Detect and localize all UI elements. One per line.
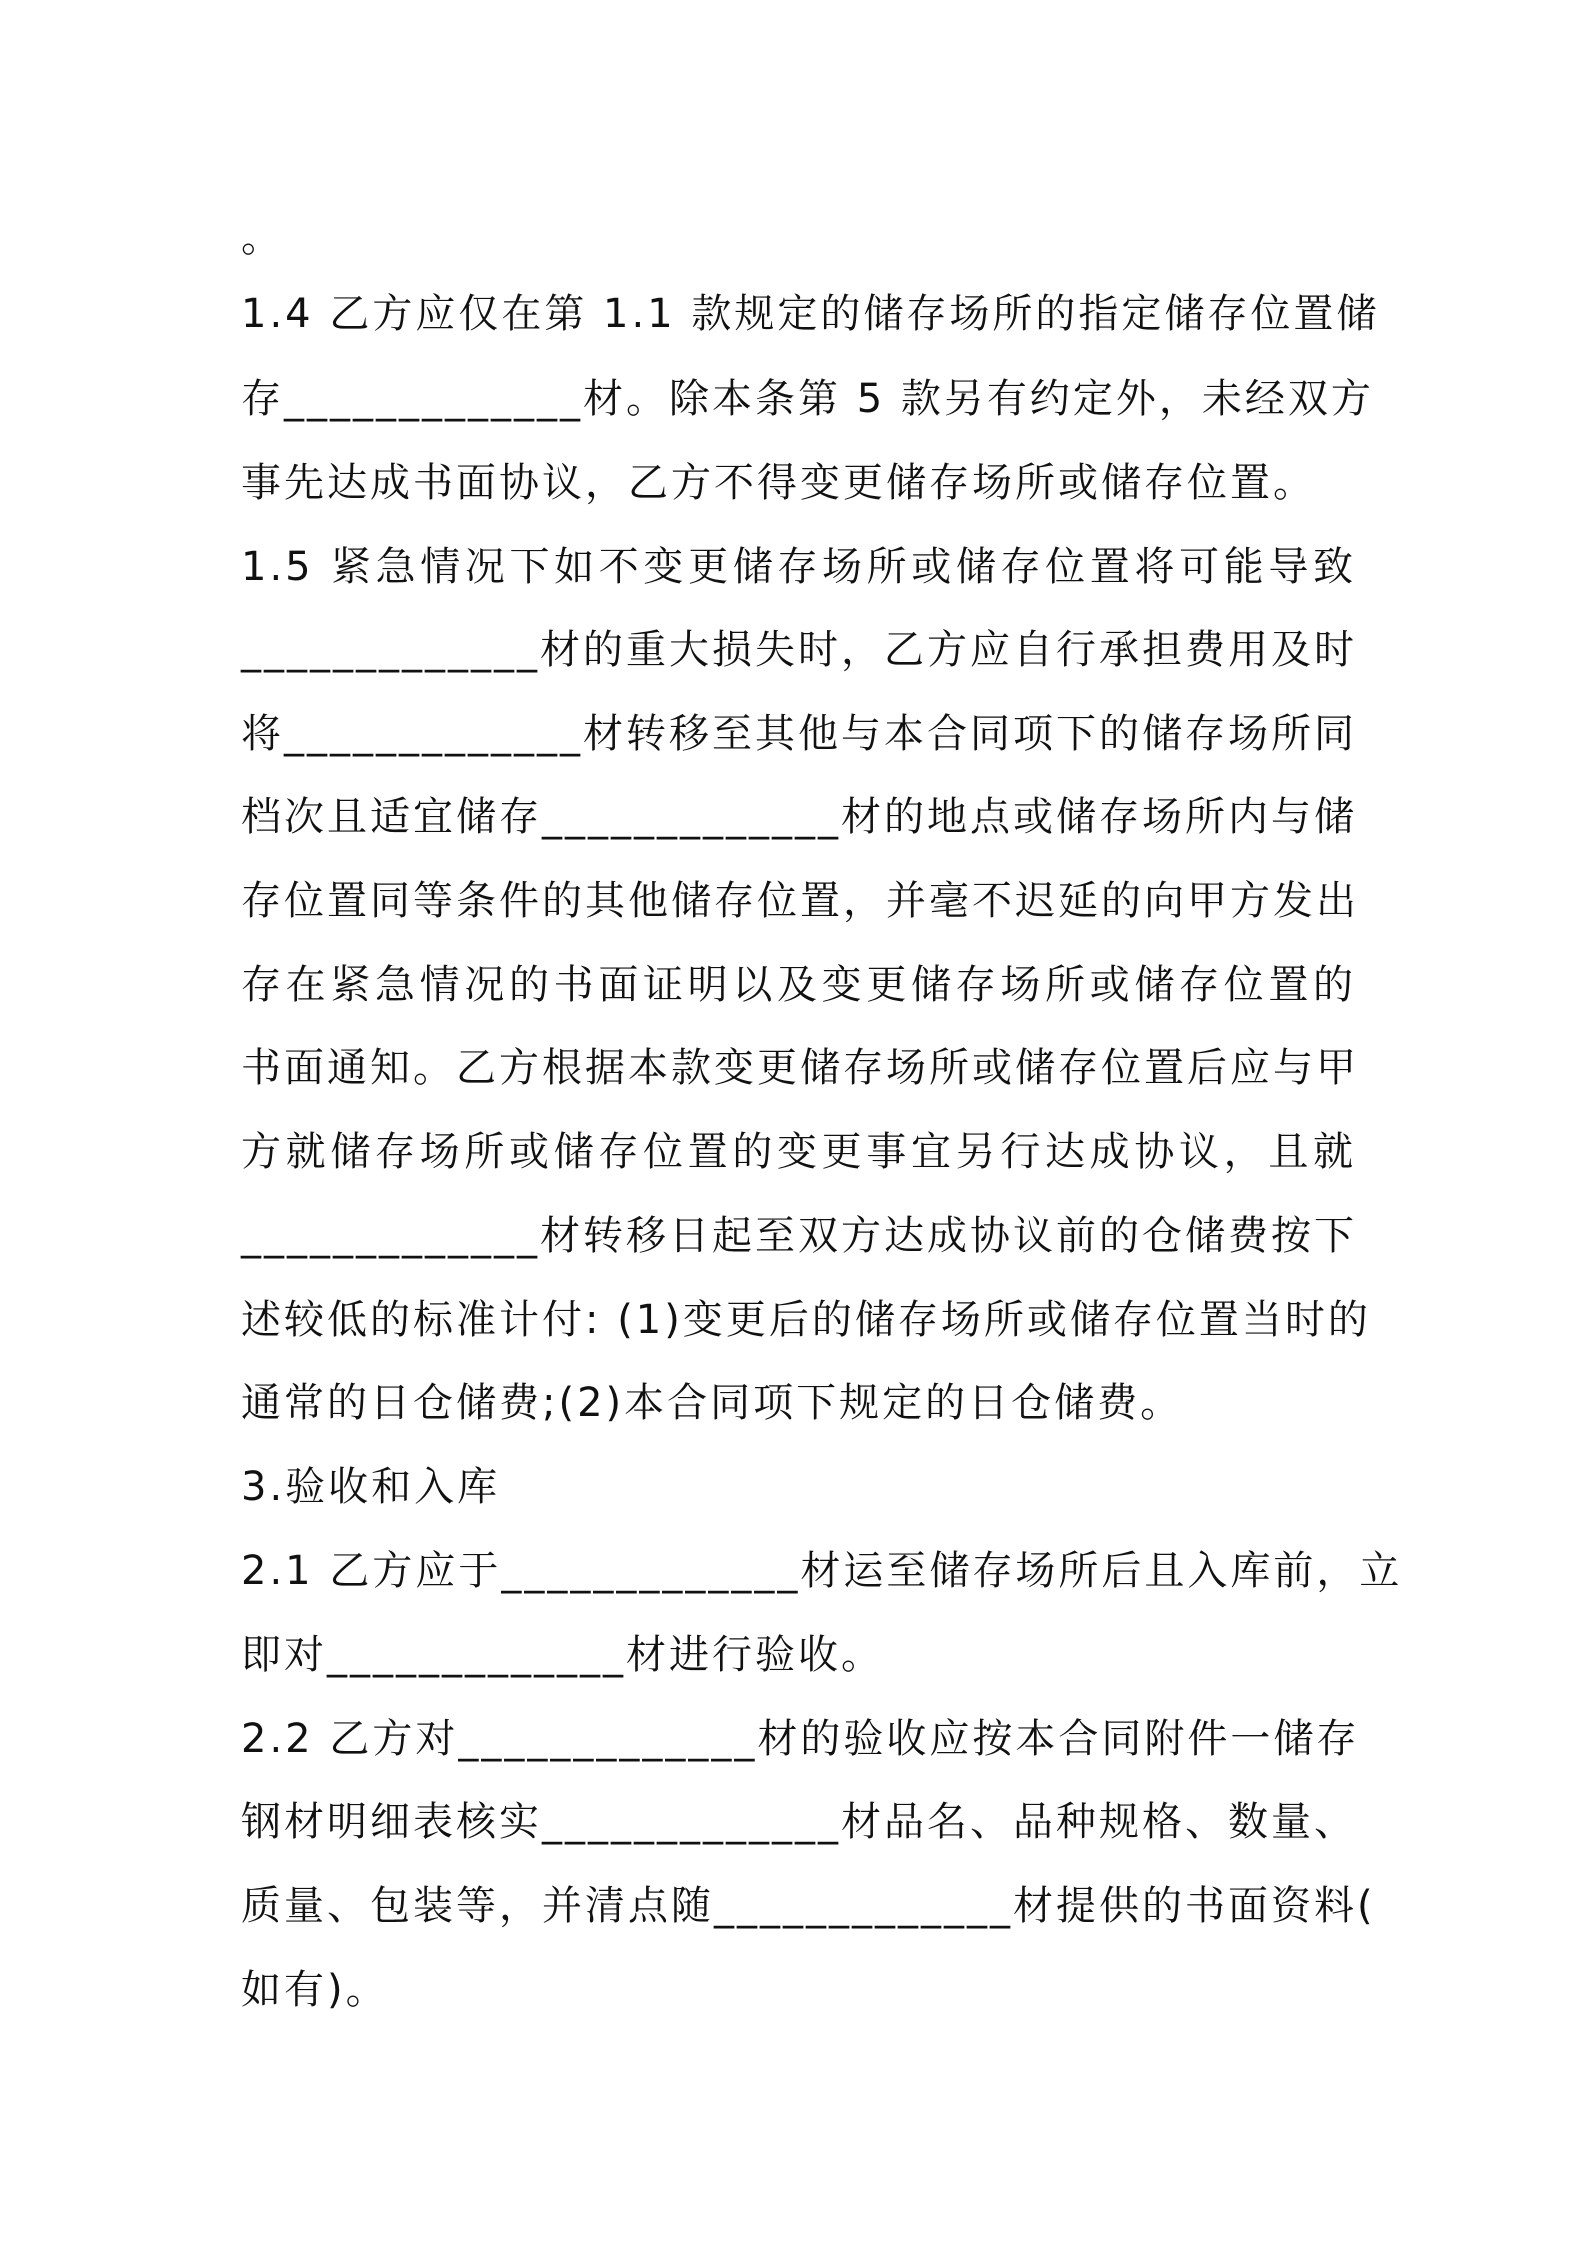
text-line: 将_____________材转移至其他与本合同项下的储存场所同: [241, 711, 1357, 757]
text-line: 1.4 乙方应仅在第 1.1 款规定的储存场所的指定储存位置储: [241, 291, 1380, 337]
text-line: 2.2 乙方对_____________材的验收应按本合同附件一储存: [241, 1716, 1360, 1762]
text-line: 钢材明细表核实_____________材品名、品种规格、数量、: [241, 1799, 1357, 1845]
text-line: 2.1 乙方应于_____________材运至储存场所后且入库前，立: [241, 1548, 1403, 1594]
text-line: 档次且适宜储存_____________材的地点或储存场所内与储: [241, 794, 1357, 840]
text-line: _____________材的重大损失时，乙方应自行承担费用及时: [241, 627, 1357, 673]
text-line: 述较低的标准计付: (1)变更后的储存场所或储存位置当时的: [241, 1297, 1371, 1343]
text-line: 即对_____________材进行验收。: [241, 1632, 884, 1678]
section-heading: 3.验收和入库: [241, 1464, 501, 1510]
text-line: 书面通知。乙方根据本款变更储存场所或储存位置后应与甲: [241, 1045, 1359, 1091]
text-line: 通常的日仓储费;(2)本合同项下规定的日仓储费。: [241, 1380, 1184, 1426]
text-line: 存在紧急情况的书面证明以及变更储存场所或储存位置的: [241, 962, 1356, 1008]
text-line: _____________材转移日起至双方达成协议前的仓储费按下: [241, 1213, 1357, 1259]
text-line: 存_____________材。除本条第 5 款另有约定外，未经双方: [241, 376, 1374, 422]
text-line: 方就储存场所或储存位置的变更事宜另行达成协议，且就: [241, 1129, 1356, 1175]
text-line: 事先达成书面协议，乙方不得变更储存场所或储存位置。: [241, 460, 1316, 506]
text-line: 。: [241, 215, 284, 261]
text-line: 存位置同等条件的其他储存位置，并毫不迟延的向甲方发出: [241, 878, 1359, 924]
text-line: 1.5 紧急情况下如不变更储存场所或储存位置将可能导致: [241, 544, 1356, 590]
text-line: 质量、包装等，并清点随_____________材提供的书面资料(: [241, 1883, 1376, 1929]
text-line: 如有)。: [241, 1967, 389, 2013]
